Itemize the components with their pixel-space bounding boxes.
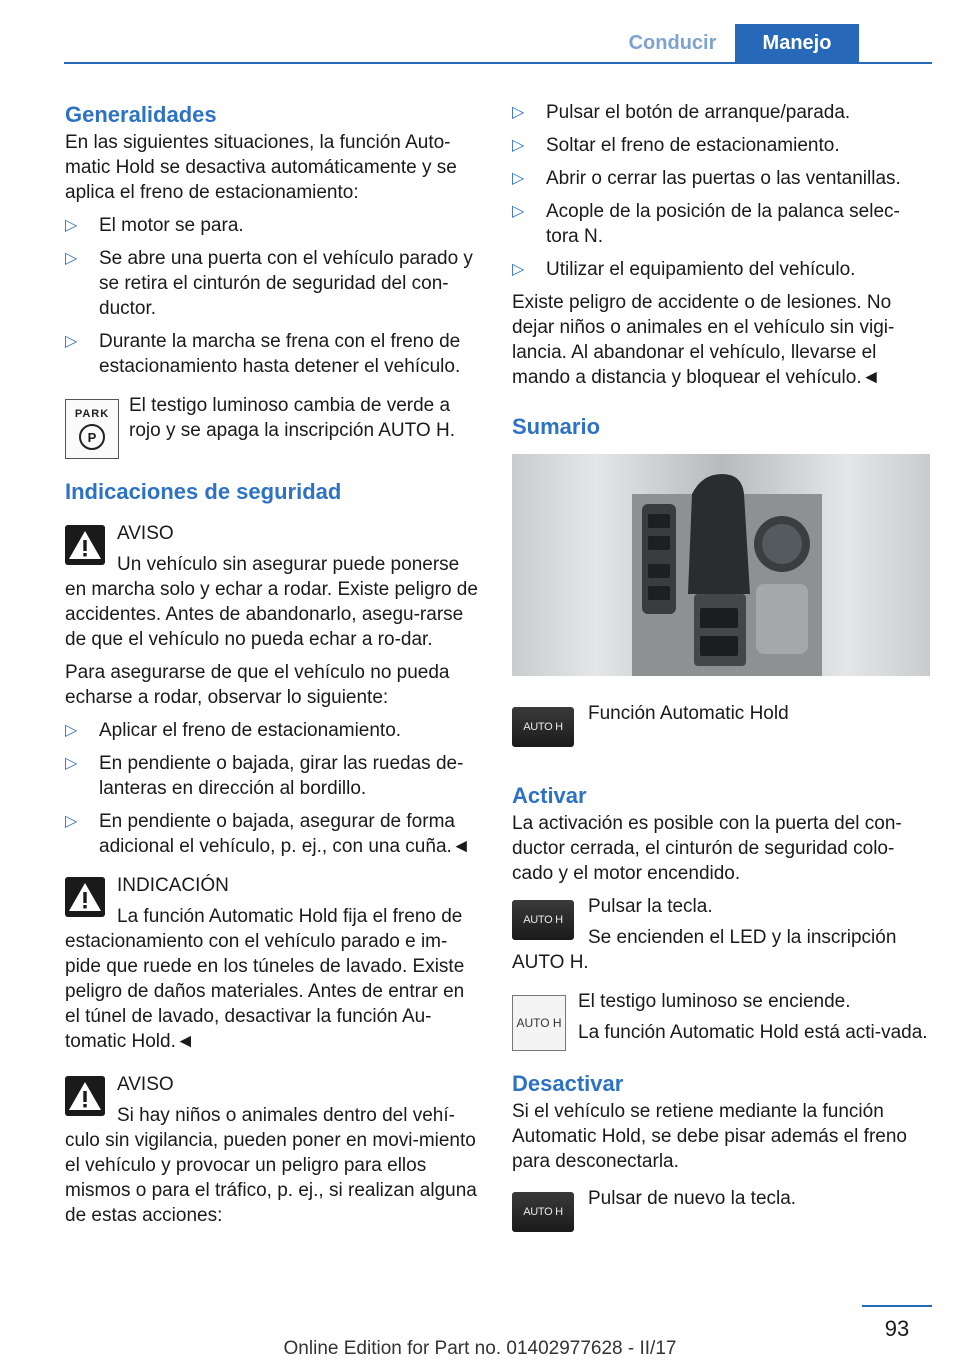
auto-h-indicator-icon: AUTO H <box>512 995 566 1051</box>
indicator-text: El testigo luminoso se enciende. <box>578 991 851 1012</box>
bullet-list <box>65 718 483 859</box>
park-indicator-text: El testigo luminoso cambia de verde a rojo y se apaga la inscripción AUTO H. <box>129 395 455 441</box>
list-item: ▷ El motor se para. <box>65 215 244 236</box>
warning-text: Si hay niños o animales dentro del vehí‐culo sin vigilancia, pueden poner en movi‐miento el vehículo y provocar un peligro para ellos mismos o para el tráfico, p. ej., si realizan alguna de estas acciones: <box>65 1105 477 1226</box>
list-item: ▷ Se abre una puerta con el vehículo parado y se retira el cinturón de seguridad del con‐ductor. <box>65 248 473 319</box>
warning-triangle-icon <box>65 877 105 917</box>
list-item: ▷ Acople de la posición de la palanca selec‐tora N. <box>512 201 900 247</box>
right-column <box>512 100 930 1248</box>
press-again-row <box>512 1186 930 1248</box>
triangle-bullet-icon: ▷ <box>65 813 78 830</box>
indicator-row <box>512 989 930 1051</box>
list-item: ▷ En pendiente o bajada, girar las ruedas de‐lanteras en dirección al bordillo. <box>65 753 464 799</box>
list-item: ▷ Aplicar el freno de estacionamiento. <box>65 720 402 741</box>
note-label: INDICACIÓN <box>117 875 229 896</box>
triangle-bullet-icon: ▷ <box>65 217 78 234</box>
list-item: ▷ Abrir o cerrar las puertas o las ventanillas. <box>512 168 901 189</box>
triangle-bullet-icon: ▷ <box>65 333 78 350</box>
triangle-bullet-icon: ▷ <box>512 137 525 154</box>
park-indicator-row <box>65 393 483 455</box>
auto-h-button-icon: AUTO H <box>512 707 574 747</box>
page-header <box>610 24 859 62</box>
center-console-photo <box>512 454 930 676</box>
warning-label: AVISO <box>117 1074 174 1095</box>
paragraph: Para asegurarse de que el vehículo no pueda echarse a rodar, observar lo siguiente: <box>65 662 450 708</box>
instruction-text: Pulsar de nuevo la tecla. <box>588 1188 797 1209</box>
footer-edition: Online Edition for Part no. 01402977628 - II/17 <box>283 1338 677 1359</box>
chapter-tab[interactable]: Manejo <box>735 24 859 62</box>
warning-text: Un vehículo sin asegurar puede ponerse en marcha solo y echar a rodar. Existe peligro de accidentes. Antes de abandonarlo, asegu‐rarse de que el vehículo no pueda echar a ro‐dar. <box>65 554 478 650</box>
list-item: ▷ Pulsar el botón de arranque/parada. <box>512 102 851 123</box>
indicator-detail: La función Automatic Hold está acti‐vada. <box>578 1022 928 1043</box>
warning-triangle-icon <box>65 525 105 565</box>
warning-triangle-icon <box>65 1076 105 1116</box>
instruction-detail: Se encienden el LED y la inscripción AUTO H. <box>512 927 897 973</box>
left-column <box>65 100 483 1236</box>
note-block <box>65 873 483 1054</box>
autoh-caption-row <box>512 701 930 763</box>
warning-block <box>65 1072 483 1228</box>
list-item: ▷ Soltar el freno de estacionamiento. <box>512 135 840 156</box>
paragraph: Si el vehículo se retiene mediante la función Automatic Hold, se debe pisar además el freno para desconectarla. <box>512 1101 907 1172</box>
bullet-list <box>65 213 483 379</box>
paragraph: La activación es posible con la puerta del con‐ductor cerrada, el cinturón de seguridad colo‐cado y el motor encendido. <box>512 813 902 884</box>
triangle-bullet-icon: ▷ <box>512 203 525 220</box>
photo-caption: Función Automatic Hold <box>588 703 789 724</box>
heading-seguridad: Indicaciones de seguridad <box>65 479 342 504</box>
press-key-row <box>512 894 930 975</box>
note-text: La función Automatic Hold fija el freno de estacionamiento con el vehículo parado e im‐pide que ruede en los túneles de lavado. Existe peligro de daños materiales. Antes de entrar en el túnel de lavado, desactivar la función Au‐tomatic Hold.◄ <box>65 906 465 1052</box>
list-item: ▷ Utilizar el equipamiento del vehículo. <box>512 259 856 280</box>
list-item: ▷ Durante la marcha se frena con el freno de estacionamiento hasta detener el vehículo. <box>65 331 461 377</box>
triangle-bullet-icon: ▷ <box>65 755 78 772</box>
triangle-bullet-icon: ▷ <box>65 722 78 739</box>
heading-sumario: Sumario <box>512 414 601 439</box>
paragraph: Existe peligro de accidente o de lesiones. No dejar niños o animales en el vehículo sin vigi‐lancia. Al abandonar el vehículo, llevarse el mando a distancia y bloquear el vehículo.◄ <box>512 292 895 388</box>
list-item: ▷ En pendiente o bajada, asegurar de forma adicional el vehículo, p. ej., con una cuña.◄ <box>65 811 471 857</box>
auto-h-button-icon: AUTO H <box>512 900 574 940</box>
triangle-bullet-icon: ▷ <box>512 104 525 121</box>
paragraph: En las siguientes situaciones, la función Auto‐matic Hold se desactiva automáticamente y se aplica el freno de estacionamiento: <box>65 132 457 203</box>
page-number: 93 <box>884 1316 910 1341</box>
triangle-bullet-icon: ▷ <box>65 250 78 267</box>
triangle-bullet-icon: ▷ <box>512 170 525 187</box>
warning-label: AVISO <box>117 523 174 544</box>
instruction-text: Pulsar la tecla. <box>588 896 713 917</box>
warning-block <box>65 521 483 652</box>
section-tab[interactable]: Conducir <box>610 24 735 62</box>
header-rule <box>64 62 932 64</box>
park-brake-icon: PARK P <box>65 399 119 459</box>
heading-activar: Activar <box>512 783 587 808</box>
auto-h-button-icon: AUTO H <box>512 1192 574 1232</box>
footer-rule <box>862 1305 932 1307</box>
triangle-bullet-icon: ▷ <box>512 261 525 278</box>
heading-desactivar: Desactivar <box>512 1071 624 1096</box>
bullet-list <box>512 100 930 282</box>
heading-generalidades: Generalidades <box>65 102 217 127</box>
